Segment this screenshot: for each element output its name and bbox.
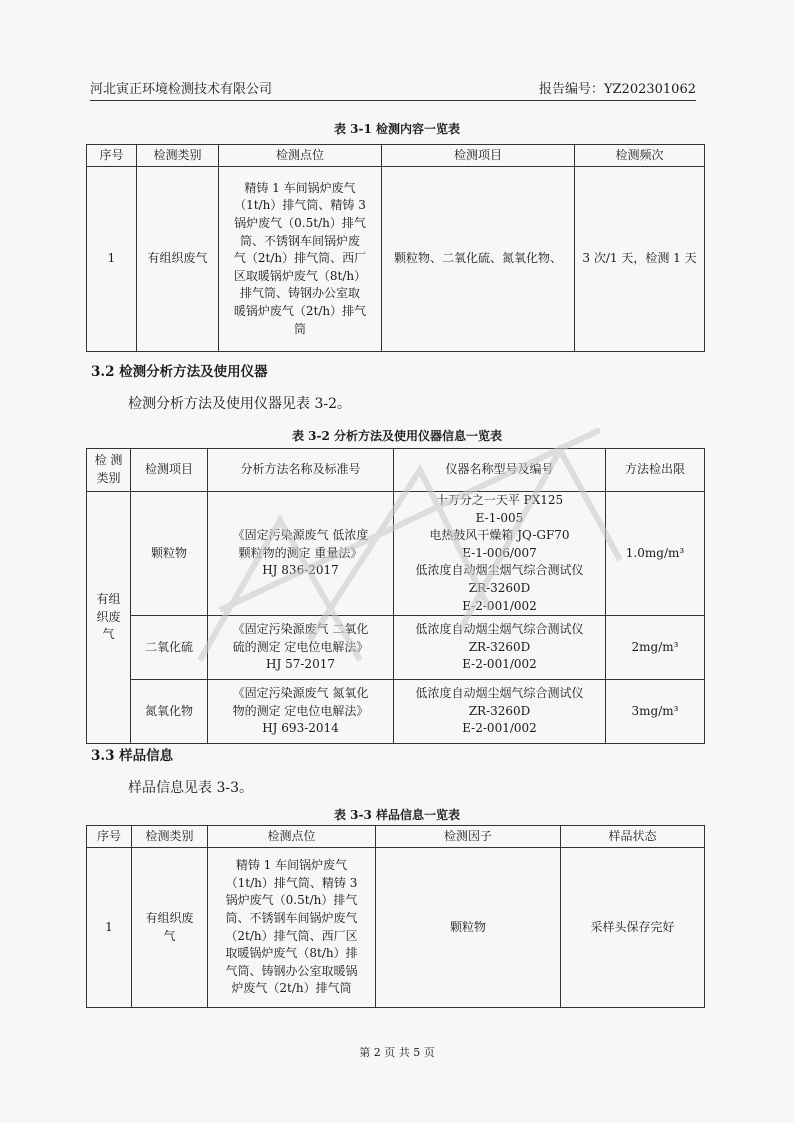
table-row	[87, 492, 705, 616]
point-line: 气筒、铸钢办公室取暖锅	[225, 963, 358, 978]
instrument-line: ZR-3260D	[468, 580, 531, 595]
instrument-line: ZR-3260D	[468, 703, 531, 718]
instrument-line: 低浓度自动烟尘烟气综合测试仪	[415, 563, 584, 578]
instrument-line: ZR-3260D	[468, 639, 531, 654]
point-line: 筒、不锈钢车间锅炉废	[239, 233, 360, 248]
table-row	[87, 167, 705, 352]
table-3-3-caption: 表 3-3 样品信息一览表	[333, 808, 461, 822]
point-line: 锅炉废气（0.5t/h）排气	[225, 893, 358, 908]
method-cell	[208, 680, 394, 744]
point-line: 暖锅炉废气（2t/h）排气	[233, 303, 367, 318]
header-cell	[87, 449, 131, 492]
header-cell: 检测项目	[382, 145, 575, 167]
instrument-cell	[394, 616, 606, 680]
page-footer: 第 2 页 共 5 页	[359, 1046, 435, 1059]
item-cell: 颗粒物	[131, 492, 208, 616]
header-cell: 样品状态	[561, 826, 705, 848]
category-line: 有组	[96, 592, 121, 607]
point-line: （1t/h）排气筒、精铸 3	[225, 875, 358, 890]
method-line: HJ 57-2017	[266, 657, 335, 672]
header-cell: 序号	[87, 826, 132, 848]
category-line: 气	[163, 928, 176, 943]
point-line: 精铸 1 车间锅炉废气	[235, 858, 348, 873]
method-line: 物的测定 定电位电解法》	[232, 703, 369, 718]
header-cell: 检测项目	[131, 449, 208, 492]
method-cell	[208, 616, 394, 680]
limit-cell: 3mg/m³	[606, 680, 705, 744]
method-line: HJ 693-2014	[262, 721, 339, 736]
row-category: 有组织废气	[137, 167, 219, 352]
instrument-line: E-2-001/002	[462, 721, 537, 736]
header-cell: 检测频次	[575, 145, 705, 167]
table-header-row	[87, 145, 705, 167]
method-cell	[208, 492, 394, 616]
point-line: 筒、不锈钢车间锅炉废气	[225, 910, 358, 925]
instrument-line: E-2-001/002	[462, 657, 537, 672]
header-cell: 检测点位	[208, 826, 376, 848]
instrument-line: 低浓度自动烟尘烟气综合测试仪	[415, 686, 584, 701]
method-line: HJ 836-2017	[262, 563, 339, 578]
category-line: 气	[102, 627, 115, 642]
table-3-1	[86, 144, 705, 352]
category-cell	[87, 492, 131, 744]
point-line: 区取暖锅炉废气（8t/h）	[233, 268, 367, 283]
report-number: 报告编号：YZ202301062	[538, 82, 696, 97]
row-category	[132, 848, 208, 1008]
table-row	[87, 616, 705, 680]
instrument-line: E-1-006/007	[462, 545, 537, 560]
header-cell: 方法检出限	[606, 449, 705, 492]
point-line: 锅炉废气（0.5t/h）排气	[234, 216, 366, 231]
page-header	[90, 78, 696, 101]
point-line: 筒	[293, 321, 306, 336]
instrument-line: 十万分之一天平 PX125	[435, 493, 564, 507]
instrument-line: 低浓度自动烟尘烟气综合测试仪	[415, 622, 584, 637]
header-cell: 检测类别	[137, 145, 219, 167]
table-header-row	[87, 826, 705, 848]
table-row	[87, 848, 705, 1008]
category-line: 有组织废	[145, 910, 194, 925]
header-text: 检 测	[94, 453, 123, 468]
row-number: 1	[87, 167, 137, 352]
instrument-line: E-2-001/002	[462, 598, 537, 613]
point-line: 精铸 1 车间锅炉废气	[244, 180, 356, 195]
instrument-cell	[394, 492, 606, 616]
row-number: 1	[87, 848, 132, 1008]
table-header-row	[87, 449, 705, 492]
method-line: 《固定污染源废气 氮氧化	[232, 686, 369, 701]
point-line: （1t/h）排气筒、精铸 3	[234, 198, 366, 213]
table-3-2-caption: 表 3-2 分析方法及使用仪器信息一览表	[291, 429, 503, 443]
method-line: 《固定污染源废气 低浓度	[232, 528, 369, 543]
point-line: （2t/h）排气筒、西厂区	[225, 928, 358, 943]
point-line: 气（2t/h）排气筒、西厂	[233, 251, 367, 266]
item-cell: 氮氧化物	[131, 680, 208, 744]
instrument-line: E-1-005	[475, 510, 524, 525]
item-cell: 二氧化硫	[131, 616, 208, 680]
header-cell: 仪器名称型号及编号	[394, 449, 606, 492]
table-3-3	[86, 825, 705, 1008]
row-points	[219, 167, 382, 352]
company-name: 河北寅正环境检测技术有限公司	[90, 82, 273, 97]
limit-cell: 1.0mg/m³	[606, 492, 705, 616]
table-3-2	[86, 448, 705, 744]
method-line: 硫的测定 定电位电解法》	[232, 639, 369, 654]
instrument-line: 电热鼓风干燥箱 JQ-GF70	[429, 528, 570, 543]
row-state: 采样头保存完好	[561, 848, 705, 1008]
section-3-2-title: 3.2 检测分析方法及使用仪器	[91, 364, 268, 380]
section-3-3-text: 样品信息见表 3-3。	[128, 780, 253, 796]
row-frequency: 3 次/1 天，检测 1 天	[575, 167, 705, 352]
header-cell: 分析方法名称及标准号	[208, 449, 394, 492]
row-factor: 颗粒物	[376, 848, 561, 1008]
instrument-cell	[394, 680, 606, 744]
header-text: 类别	[96, 471, 121, 485]
header-cell: 序号	[87, 145, 137, 167]
method-line: 颗粒物的测定 重量法》	[238, 545, 363, 560]
category-line: 织废	[96, 609, 121, 624]
point-line: 炉废气（2t/h）排气筒	[231, 981, 352, 996]
section-3-3-title: 3.3 样品信息	[91, 748, 174, 764]
row-points	[208, 848, 376, 1008]
header-cell: 检测类别	[132, 826, 208, 848]
point-line: 排气筒、铸钢办公室取	[239, 286, 360, 301]
limit-cell: 2mg/m³	[606, 616, 705, 680]
method-line: 《固定污染源废气 二氧化	[232, 622, 369, 637]
header-cell: 检测点位	[219, 145, 382, 167]
table-row	[87, 680, 705, 744]
table-3-1-caption: 表 3-1 检测内容一览表	[333, 122, 461, 136]
row-items: 颗粒物、二氧化硫、氮氧化物、	[382, 167, 575, 352]
section-3-2-text: 检测分析方法及使用仪器见表 3-2。	[128, 396, 351, 412]
header-cell: 检测因子	[376, 826, 561, 848]
point-line: 取暖锅炉废气（8t/h）排	[225, 946, 358, 961]
